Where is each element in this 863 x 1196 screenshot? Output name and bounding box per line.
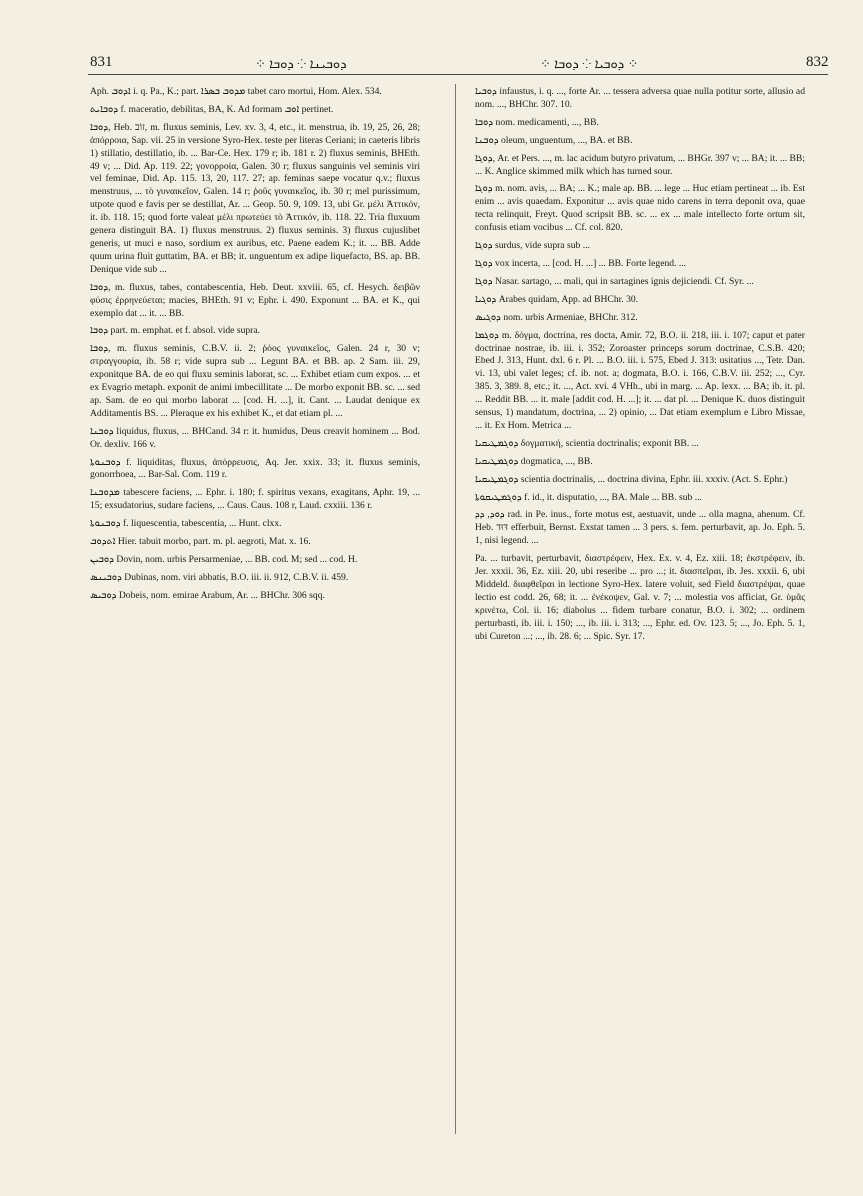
entry: ܕܘܓܝܣ nom. urbis Armeniae, BHChr. 312. <box>475 311 638 323</box>
entry: ܕܘܒܝܣ Dobeis, nom. emirae Arabum, Ar. ... BHChr. 306 sqq. <box>90 589 325 601</box>
entry: ܕܘܓܝܐ Arabes quidam, App. ad BHChr. 30. <box>475 293 639 305</box>
entry: ܕܘܓܐ m. nom. avis, ... BA; ... K.; male ap. BB. ... lege ... Huc etiam pertineat ... ib. Est enim ... avis quaedam. Exponitur ... avis quae nido carens in terra deponit ova, quae tecta relinquit, Freyt. Quod scripsit BB. sc. ... ex ... male intellecto forte ortum sit, confusis etiam vocibus ... Cf. col. 820. <box>475 183 805 234</box>
header-rule <box>88 74 828 75</box>
entry: ܕܘܒܢܐ liquidus, fluxus, ... BHCand. 34 r: it. humidus, Deus creavit hominem ... Bod. Or. dexliv. 166 v. <box>90 425 420 450</box>
entry: ܕܘܓܡܛܝܩܝܐ dogmatica, ..., BB. <box>475 455 593 467</box>
entry: ܕܘܒܝܐ infaustus, i. q. ..., forte Ar. ... tessera adversa quae nulla potitur sorte, allusio ad nom. ..., BHChr. 307. 10. <box>475 86 805 110</box>
entry: ܕܘܓܐ, Ar. et Pers. ..., m. lac acidum butyro privatum, ... BHGr. 397 v; ... BA; it. ... BB; ... K. Anglice skimmed milk which has turned sour. <box>475 152 805 177</box>
column-divider <box>455 84 456 1134</box>
entry: ܕܘܓܡܐ m. δόγμα, doctrina, res docta, Amir. 72, B.O. ii. 218, iii. i. 107; caput et pater doctrinae nostrae, ib. iii. i. 352; Zoroaster princeps sorum doctrinae, C.S.B. 420; Ebed J. 313, Hunt. dxl. 6 r. Pl. ... B.O. iii. i. 575, Ebed J. 313: usitatius ..., Tetr. Dan. vi. 13, ubi valet leges; cf. ib. not. a; dogmata, B.O. i. 166, C.B.V. iii. 252; ..., Cyr. 385. 3, 389. 8, etc.; it. ..., Act. xvi. 4 VHh., ubi in marg. ... Ap. lexx. ... BA; ib. it. pl. ... Reddit BB. ... it. male [addit cod. H. ...]; it. ... dat pl. ... Denique K. duos distinguit sensus, 1) mandatum, doctrina, ... 2) opinio, ... Dat etiam exemplum e Libro Missae, ... it. Ex Hom. Metrica ... <box>475 329 805 431</box>
entry: ܕܘܓܡܛܝܩܝܐ δογματική, scientia doctrinalis; exponit BB. ... <box>475 437 699 449</box>
entry: ܐܬܕܘܒ Hier. tabuit morbo, part. m. pl. aegroti, Mat. x. 16. <box>90 536 311 548</box>
left-page-number: 831 <box>90 54 113 70</box>
running-head <box>0 0 863 70</box>
entry: ܕܘܒܝܢ Dovin, nom. urbis Persarmeniae, ... BB. cod. M; sed ... cod. H. <box>90 554 358 565</box>
entry: ܕܘܒܢܘܬܐ f. liquiditas, fluxus, ἀπόρρευσις, Aq. Jer. xxix. 33; it. fluxus seminis, gonorrhoea, ... Bar-Sal. Com. 119 r. <box>90 456 420 481</box>
entry: ܕܘܓܡܛܝܩܝܐ scientia doctrinalis, ... doctrina divina, Ephr. iii. xxxiv. (Act. S. Ephr.) <box>475 473 788 485</box>
entry: ܕܘܒܐ, Heb. זוֹב, m. fluxus seminis, Lev. xv. 3, 4, etc., it. menstrua, ib. 19, 25, 26, 28; ἀπόρροια, Sap. vii. 25 in versione Syro-Hex. teste per literas Ceriani; in caeteris libris 1) stillatio, destillatio, ib. ... Bar-Ce. Hex. 179 r; ib. 181 r. 2) fluxus seminis, BHEth. 49 v; ... Did. Ap. 119. 22; γονορροία, Galen. 30 r; fluxus sanguinis vel seminis viri vel feminae, Did. Ap. 115. 13, 20, 117. 27; ap. feminas saepe vocatur q.v.; fluxus menstruus, ... τὸ γυναικεῖον, Galen. 14 r; ῥοῦς γυναικεῖος, ib. 30 r; mel purissimum, utpote quod e favis per se destillat, Ar. ... Geop. 50. 9, 109. 13, ubi Gr. μέλι Ἀττικόν, it. ib. 118. 15; quod forte valeat μέλι πρωτεύει τὸ Ἀττικόν, ib. 118. 22. Tria fluxuum genera distinguit BA. 1) fluxus menstruus. 2) fluxus seminis. 3) fluxus cujuslibet generis, ut muci e naso, sordium ex auribus, etc. Paene eadem K.; it. ... BB. Adde quum urina fluit guttatim, BA. et BB; it. unguentum ex adipe liquefacto, BS. ap. BB. Denique vide sub ... <box>90 121 420 275</box>
entry: ܕܘܓܐ vox incerta, ... [cod. H. ...] ... BB. Forte legend. ... <box>475 257 687 269</box>
right-running-title: ⁘ ܕܘܒܝܐ ⁘ ܕܘܒܐ ⁘ <box>540 56 639 71</box>
entry: ܕܘܒܝܢܣ Dubinas, nom. viri abbatis, B.O. iii. ii. 912, C.B.V. ii. 459. <box>90 571 349 583</box>
entry: ܕܘܓܡܛܝܩܘܬܐ f. id., it. disputatio, ..., BA. Male ... BB. sub ... <box>475 491 702 503</box>
entry: ܕܘܒܢܘܬܐ f. liquescentia, tabescentia, ... Hunt. clxx. <box>90 518 282 530</box>
left-column <box>90 86 420 608</box>
entry: ܕܘܓܐ surdus, vide supra sub ... <box>475 240 590 252</box>
entry: ܕܘܒܐܝܬ f. maceratio, debilitas, BA, K. Ad formam ܐܘܒ pertinet. <box>90 103 334 115</box>
entry: ܕܘܒܐ, m. fluxus, tabes, contabescentia, Heb. Deut. xxviii. 65, cf. Hesych. δειβῶν φύσις ἐρρηνεύεται; macies, BHEth. 91 v; Ephr. i. 490. Exponunt ... BA. et K., qui exemplo dat ... it. ... BB. <box>90 281 420 319</box>
entry: ܕܘܒܐ nom. medicamenti, ..., BB. <box>475 116 599 128</box>
entry: ܕܘܕ, ܕܕ rad. in Pe. inus., forte motus est, aestuavit, unde ... olla magna, ahenum. Cf. Heb. דּוּד efferbuit, Bernst. Exstat tamen ... 3 pers. s. fem. perturbavit, ap. Jo. Eph. 5. 1, nisi legend. ... <box>475 509 806 547</box>
entry: ܕܘܒܐ, m. fluxus seminis, C.B.V. ii. 2; ῥόος γυναικεῖος, Galen. 24 r, 30 v; στραγγουρία, ib. 58 r; vide supra sub ... Legunt BA. et BB. ap. 2 Sam. iii. 29, exponitque BA. de eo qui fluxu seminis laborat, sc. ... Exhibet etiam cum expos. ... et ex Evagrio metaph. exponit de animi imbecillitate ... De morbo exponit BB. sc. ... sed ap. Sam. de eo qui morbo laborat ... [cod. H. ...], it. Cant. ... Laudat denique ex Additamentis BS. ... Pleraque ex his exhibet K., et dat etiam pl. ... <box>90 343 420 419</box>
entry: ܡܕܘܒܢܐ tabescere faciens, ... Ephr. i. 180; f. spiritus vexans, exagitans, Aphr. 19, ... 15; exsudatorius, sudare faciens, ... Caus. Caus. 108 r, Laud. cxxiii. 136 r. <box>90 487 420 512</box>
entry: ܕܘܒܐ part. m. emphat. et f. absol. vide supra. <box>90 325 261 337</box>
left-running-title: ⁘ ܕܘܒܝܢܐ ⁘ ܕܘܒܐ <box>255 56 347 71</box>
entry: Aph. ܐܕܘܒ i. q. Pa., K.; part. ܡܕܘܒ ܒܣܪܐ tabet caro mortui, Hom. Alex. 534. <box>90 86 382 97</box>
right-column <box>475 86 805 649</box>
right-page-number: 832 <box>806 54 829 70</box>
entry: ܕܘܓܐ Nasar. sartago, ... mali, qui in sartagines ignis dejiciendi. Cf. Syr. ... <box>475 275 754 287</box>
entry: Pa. ... turbavit, perturbavit, διαστρέφειν, Hex. Ex. v. 4, Ez. xiii. 18; ἐκστρέφειν, ib. Jer. xxxii. 36, Ez. xiii. 20, ubi reseribe ... pro ...; it. διασπεῖραι, ib. Jes. xxxii. 6, ubi Middeld. διαφθεῖραι in lectione Syro-Hex. latere voluit, sed Field διαστρέψαι, quae lectio est codd. 26, 68; it. ... ἐνέκοψεν, Gal. v. 7; ... molestia vos afficiat, Gr. ὑμᾶς κρινέτω, Col. ii. 16; diabolus ... fidem turbare conatur, B.O. i. 302; ... ordinem perturbasti, ib. iii. i. 150; ..., ib. iii. i. 313; ..., Ephr. ed. Ov. 123. 5; ..., Jo. Eph. 5. 1, ubi Cureton ...; ..., ib. 28. 6; ... Spic. Syr. 17. <box>475 553 805 642</box>
entry: ܕܘܒܢܐ oleum, unguentum, ..., BA. et BB. <box>475 134 633 146</box>
